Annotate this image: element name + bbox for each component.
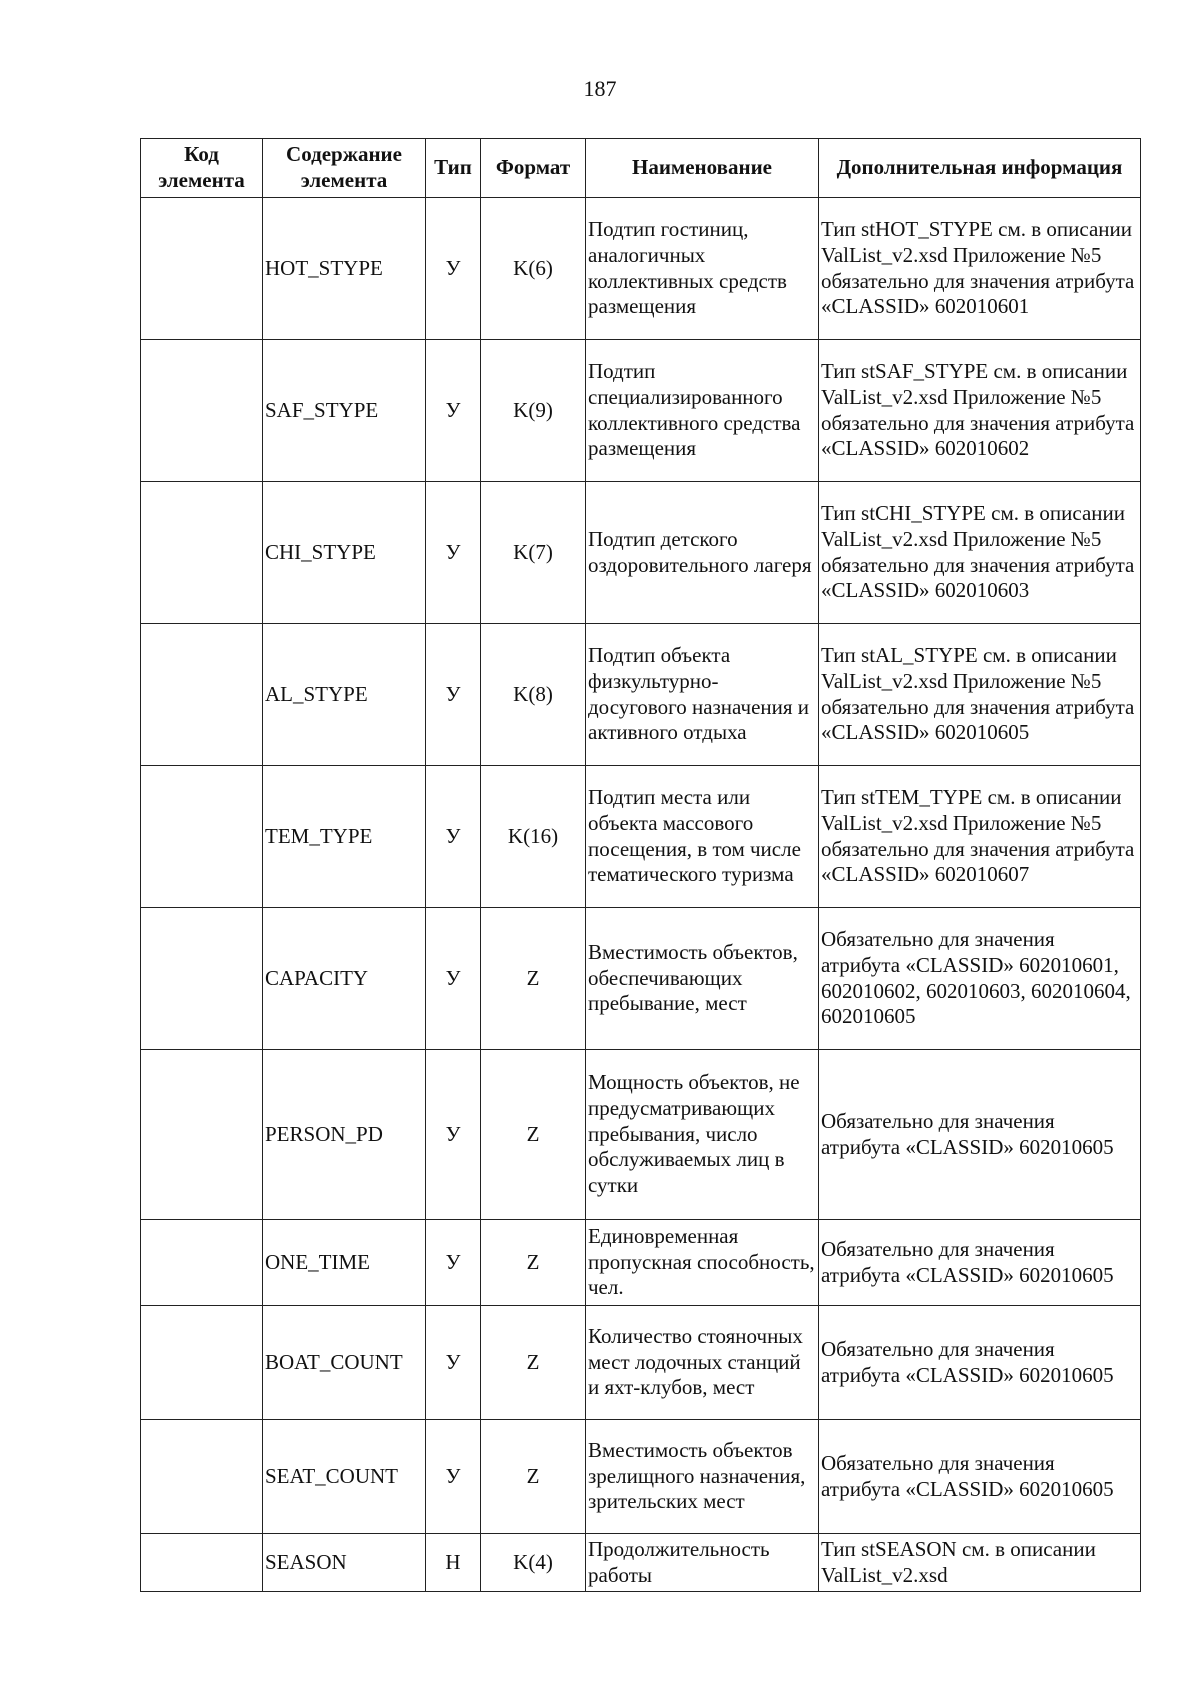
cell-info: Тип stHOT_STYPE см. в описании ValList_v2.xsd Приложение №5 обязательно для значения атрибута «CLASSID» 602010601 (819, 198, 1141, 340)
cell-code (141, 908, 263, 1050)
table-row (141, 1050, 1141, 1220)
table-row (141, 482, 1141, 624)
elements-table (140, 138, 1141, 1592)
cell-info: Тип stSEASON см. в описании ValList_v2.xsd (819, 1534, 1141, 1592)
cell-element: SEASON (263, 1534, 426, 1592)
cell-type: У (426, 766, 481, 908)
cell-format: Z (481, 1420, 586, 1534)
cell-type: У (426, 1220, 481, 1306)
cell-type: Н (426, 1534, 481, 1592)
cell-element: TEM_TYPE (263, 766, 426, 908)
cell-name: Количество стояночных мест лодочных станций и яхт-клубов, мест (586, 1306, 819, 1420)
cell-code (141, 624, 263, 766)
cell-info: Тип stTEM_TYPE см. в описании ValList_v2.xsd Приложение №5 обязательно для значения атрибута «CLASSID» 602010607 (819, 766, 1141, 908)
cell-format: Z (481, 1050, 586, 1220)
cell-format: Z (481, 908, 586, 1050)
table-header-row (141, 139, 1141, 198)
cell-name: Продолжительность работы (586, 1534, 819, 1592)
cell-type: У (426, 198, 481, 340)
cell-element: ONE_TIME (263, 1220, 426, 1306)
cell-type: У (426, 908, 481, 1050)
cell-type: У (426, 1420, 481, 1534)
cell-code (141, 340, 263, 482)
cell-element: AL_STYPE (263, 624, 426, 766)
cell-type: У (426, 482, 481, 624)
cell-name: Подтип специализированного коллективного средства размещения (586, 340, 819, 482)
cell-name: Подтип места или объекта массового посещения, в том числе тематического туризма (586, 766, 819, 908)
table-row (141, 766, 1141, 908)
cell-info: Обязательно для значения атрибута «CLASSID» 602010605 (819, 1420, 1141, 1534)
page-number: 187 (583, 76, 617, 101)
cell-name: Подтип объекта физкультурно-досугового назначения и активного отдыха (586, 624, 819, 766)
cell-name: Мощность объектов, не предусматривающих пребывания, число обслуживаемых лиц в сутки (586, 1050, 819, 1220)
table-row (141, 198, 1141, 340)
table-row (141, 1420, 1141, 1534)
col-header-name: Наименование (586, 139, 819, 198)
cell-code (141, 1420, 263, 1534)
cell-code (141, 482, 263, 624)
cell-element: SAF_STYPE (263, 340, 426, 482)
cell-element: SEAT_COUNT (263, 1420, 426, 1534)
cell-element: CAPACITY (263, 908, 426, 1050)
cell-code (141, 1220, 263, 1306)
cell-code (141, 198, 263, 340)
cell-info: Обязательно для значения атрибута «CLASSID» 602010601, 602010602, 602010603, 602010604, 602010605 (819, 908, 1141, 1050)
cell-code (141, 1534, 263, 1592)
cell-type: У (426, 340, 481, 482)
cell-format: K(9) (481, 340, 586, 482)
cell-format: K(7) (481, 482, 586, 624)
col-header-type: Тип (426, 139, 481, 198)
cell-code (141, 766, 263, 908)
col-header-format: Формат (481, 139, 586, 198)
cell-format: K(8) (481, 624, 586, 766)
table-row (141, 908, 1141, 1050)
col-header-element: Содержание элемента (263, 139, 426, 198)
cell-format: Z (481, 1220, 586, 1306)
cell-info: Тип stSAF_STYPE см. в описании ValList_v2.xsd Приложение №5 обязательно для значения атрибута «CLASSID» 602010602 (819, 340, 1141, 482)
cell-name: Подтип детского оздоровительного лагеря (586, 482, 819, 624)
table-row (141, 1534, 1141, 1592)
table-row (141, 1220, 1141, 1306)
cell-element: HOT_STYPE (263, 198, 426, 340)
cell-format: K(6) (481, 198, 586, 340)
cell-type: У (426, 624, 481, 766)
cell-info: Обязательно для значения атрибута «CLASSID» 602010605 (819, 1306, 1141, 1420)
cell-format: K(4) (481, 1534, 586, 1592)
cell-name: Единовременная пропускная способность, чел. (586, 1220, 819, 1306)
table-row (141, 624, 1141, 766)
cell-format: Z (481, 1306, 586, 1420)
table-row (141, 340, 1141, 482)
cell-info: Тип stCHI_STYPE см. в описании ValList_v2.xsd Приложение №5 обязательно для значения атрибута «CLASSID» 602010603 (819, 482, 1141, 624)
cell-element: PERSON_PD (263, 1050, 426, 1220)
cell-code (141, 1306, 263, 1420)
cell-type: У (426, 1306, 481, 1420)
cell-type: У (426, 1050, 481, 1220)
cell-info: Обязательно для значения атрибута «CLASSID» 602010605 (819, 1050, 1141, 1220)
cell-info: Обязательно для значения атрибута «CLASSID» 602010605 (819, 1220, 1141, 1306)
cell-format: K(16) (481, 766, 586, 908)
cell-code (141, 1050, 263, 1220)
col-header-info: Дополнительная информация (819, 139, 1141, 198)
cell-element: CHI_STYPE (263, 482, 426, 624)
cell-name: Вместимость объектов зрелищного назначения, зрительских мест (586, 1420, 819, 1534)
cell-info: Тип stAL_STYPE см. в описании ValList_v2.xsd Приложение №5 обязательно для значения атрибута «CLASSID» 602010605 (819, 624, 1141, 766)
cell-element: BOAT_COUNT (263, 1306, 426, 1420)
col-header-code: Код элемента (141, 139, 263, 198)
cell-name: Вместимость объектов, обеспечивающих пребывание, мест (586, 908, 819, 1050)
table-row (141, 1306, 1141, 1420)
cell-name: Подтип гостиниц, аналогичных коллективных средств размещения (586, 198, 819, 340)
